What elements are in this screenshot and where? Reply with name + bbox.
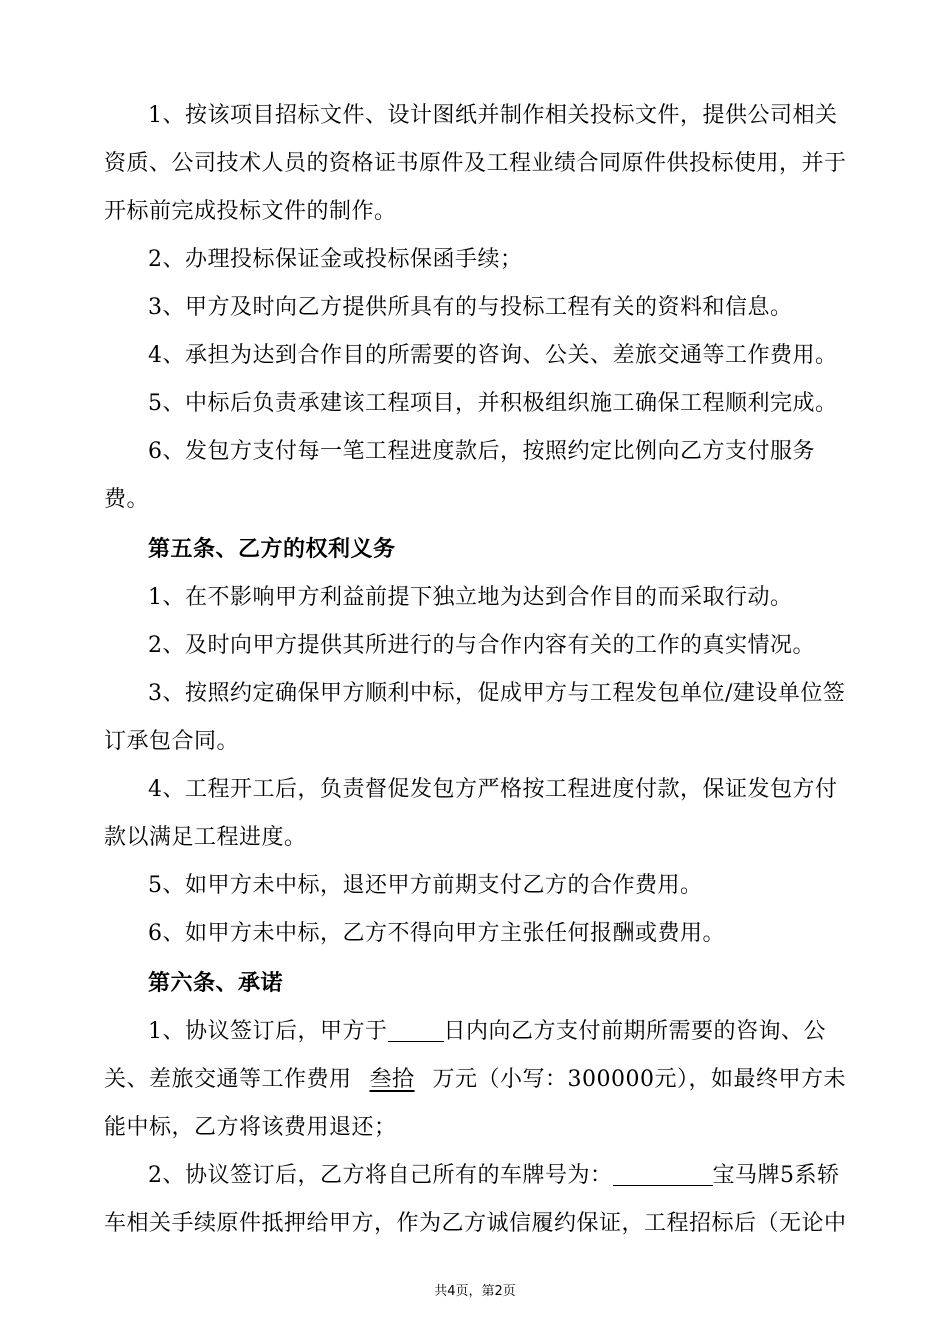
section5-item-4: 4、工程开工后，负责督促发包方严格按工程进度付款，保证发包方付款以满足工程进度。 [104, 777, 838, 850]
section6-item-2-part2: 宝马牌5系轿车相关手续原件抵押给甲方，作为乙方诚信履约保证，工程招标后（无论中 [104, 1163, 847, 1236]
section5-item-1: 1、在不影响甲方利益前提下独立地为达到合作目的而采取行动。 [148, 585, 793, 610]
section5-item-3: 3、按照约定确保甲方顺利中标，促成甲方与工程发包单位/建设单位签订承包合同。 [104, 681, 846, 754]
days-blank-field [388, 1017, 444, 1042]
section6-item-1-part3: 万元（小写：300000元），如最终甲方未能中标，乙方将该费用退还； [104, 1067, 847, 1140]
section6-title: 第六条、承诺 [148, 970, 284, 996]
section6-item-2 [104, 1152, 850, 1248]
document-body [104, 92, 850, 1248]
amount-words-field: 叁拾 [369, 1067, 415, 1092]
section4-item-4: 4、承担为达到合作目的所需要的咨询、公关、差旅交通等工作费用。 [148, 343, 838, 368]
section6-item-1-part2: 日内向乙方支付前期所需要的咨询、公关、差旅交通等工作费用 [104, 1019, 827, 1092]
section4-item-3: 3、甲方及时向乙方提供所具有的与投标工程有关的资料和信息。 [148, 295, 793, 320]
section5-title: 第五条、乙方的权利义务 [148, 536, 396, 562]
plate-number-blank-field [613, 1161, 713, 1186]
section4-item-5: 5、中标后负责承建该工程项目，并积极组织施工确保工程顺利完成。 [148, 391, 838, 416]
section5-item-5: 5、如甲方未中标，退还甲方前期支付乙方的合作费用。 [148, 873, 703, 898]
section5-item-6: 6、如甲方未中标，乙方不得向甲方主张任何报酬或费用。 [148, 921, 725, 946]
section4-item-6: 6、发包方支付每一笔工程进度款后，按照约定比例向乙方支付服务费。 [104, 439, 815, 512]
section6-item-1-part1: 1、协议签订后，甲方于 [148, 1019, 388, 1044]
section5-item-2: 2、及时向甲方提供其所进行的与合作内容有关的工作的真实情况。 [148, 633, 815, 658]
section4-item-1: 1、按该项目招标文件、设计图纸并制作相关投标文件，提供公司相关资质、公司技术人员的资格证书原件及工程业绩合同原件供投标使用，并于开标前完成投标文件的制作。 [104, 103, 847, 224]
section6-item-1 [104, 1008, 850, 1152]
page-footer: 共4页，第2页 [434, 1284, 516, 1299]
section6-item-2-part1: 2、协议签订后，乙方将自己所有的车牌号为： [148, 1163, 613, 1188]
section4-item-2: 2、办理投标保证金或投标保函手续； [148, 247, 523, 272]
